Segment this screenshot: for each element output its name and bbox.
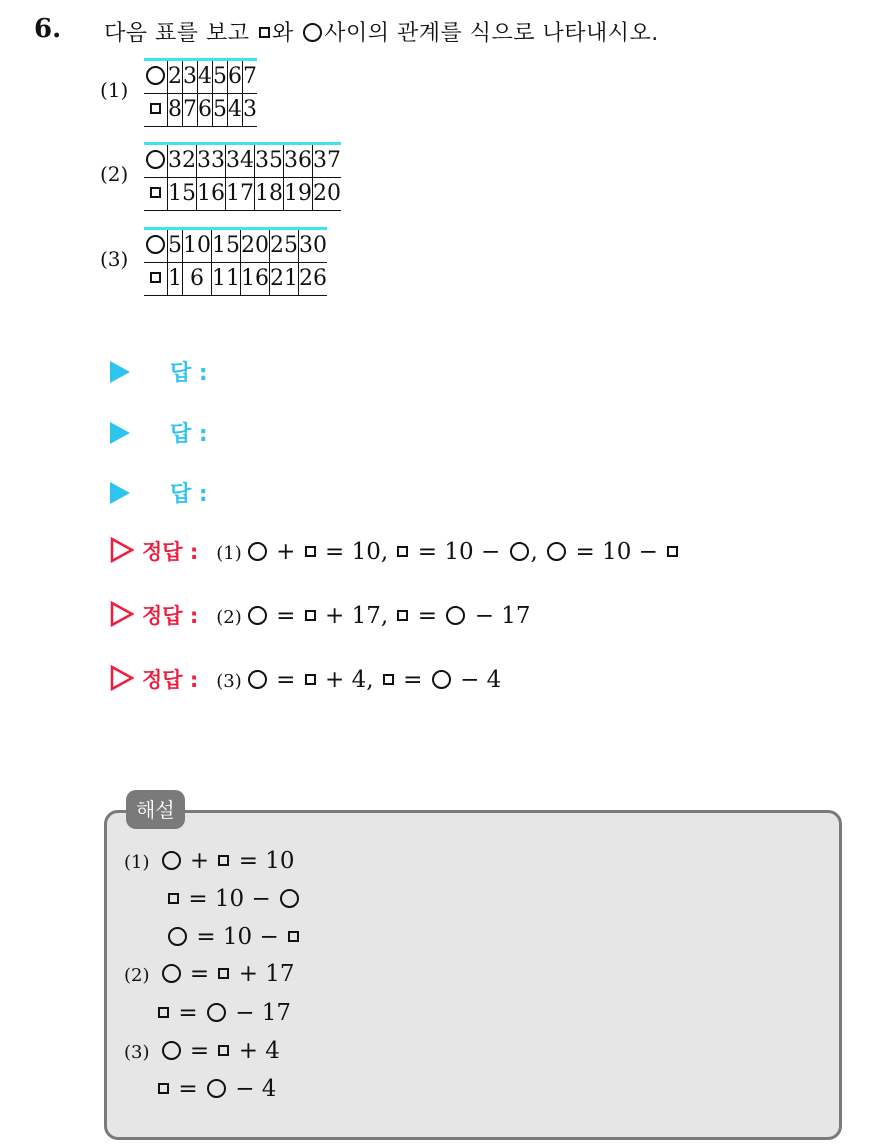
table-cell: 8 — [168, 94, 183, 127]
square-icon — [158, 1083, 169, 1094]
expr-part: − 17 — [235, 1000, 292, 1026]
explanation-tag: 해설 — [126, 790, 185, 829]
answer-label: 답 : — [170, 422, 208, 447]
solution-line-1 — [110, 536, 680, 566]
table-cell: 6 — [183, 263, 212, 296]
circle-icon — [248, 542, 267, 561]
circle-icon — [303, 23, 322, 42]
expr-part: = — [178, 1076, 198, 1102]
item-number: (2) — [216, 607, 242, 628]
table-cell: 33 — [197, 144, 226, 178]
circle-icon — [248, 670, 267, 689]
table-cell: 36 — [284, 144, 313, 178]
circle-row — [144, 60, 257, 94]
square-row — [144, 94, 257, 127]
table-cell: 7 — [243, 60, 258, 94]
table-cell: 20 — [313, 178, 342, 211]
square-icon — [259, 27, 270, 38]
value-table — [144, 227, 327, 296]
table-cell: 11 — [212, 263, 241, 296]
outline-triangle-icon — [110, 537, 134, 563]
table-cell: 26 — [299, 263, 328, 296]
answer-prompt-1 — [110, 356, 208, 387]
expr-part: + 17, — [325, 603, 389, 629]
outline-triangle-icon — [110, 601, 134, 627]
table-cell: 2 — [168, 60, 183, 94]
circle-icon — [280, 889, 299, 908]
item-number: (3) — [216, 671, 242, 692]
value-table — [144, 142, 341, 211]
question-text-mid: 와 — [272, 21, 294, 46]
expr-part: − 4 — [460, 667, 502, 693]
circle-icon — [432, 670, 451, 689]
square-icon — [150, 103, 161, 114]
expr-part: + 17 — [238, 961, 295, 987]
table-cell: 5 — [213, 94, 228, 127]
table-cell: 19 — [284, 178, 313, 211]
expr-part: = — [276, 603, 296, 629]
circle-icon — [207, 1079, 226, 1098]
table-cell: 6 — [228, 60, 243, 94]
circle-icon — [146, 66, 165, 85]
expr-part: − 17 — [474, 603, 531, 629]
question-text-after: 사이의 관계를 식으로 나타내시오. — [324, 21, 659, 46]
expr-part: + — [276, 539, 296, 565]
play-triangle-icon — [110, 361, 130, 383]
solution-label: 정답 : — [142, 540, 199, 564]
square-icon — [305, 546, 316, 557]
table-cell: 4 — [228, 94, 243, 127]
question-text-before: 다음 표를 보고 — [104, 21, 250, 46]
explanation-line — [156, 1000, 291, 1026]
circle-icon — [207, 1003, 226, 1022]
question-text — [104, 16, 659, 47]
table-cell: 25 — [270, 229, 299, 263]
expr-part: = 10, — [325, 539, 389, 565]
square-icon — [667, 546, 678, 557]
explanation-line — [124, 961, 295, 987]
table-cell: 15 — [212, 229, 241, 263]
table-label: (2) — [100, 162, 129, 186]
square-icon — [150, 272, 161, 283]
table-cell: 30 — [299, 229, 328, 263]
square-icon-cell — [144, 178, 168, 211]
circle-icon — [162, 851, 181, 870]
answer-label: 답 : — [170, 361, 208, 386]
item-number: (3) — [124, 1042, 150, 1063]
table-cell: 32 — [168, 144, 197, 178]
square-icon — [150, 187, 161, 198]
question-number: 6. — [34, 14, 62, 44]
table-cell: 15 — [168, 178, 197, 211]
play-triangle-icon — [110, 482, 130, 504]
square-icon — [397, 610, 408, 621]
circle-icon-cell — [144, 229, 168, 263]
table-cell: 3 — [243, 94, 258, 127]
square-icon-cell — [144, 263, 168, 296]
table-cell: 3 — [183, 60, 198, 94]
answer-label: 답 : — [170, 482, 208, 507]
square-row — [144, 263, 327, 296]
item-number: (1) — [124, 852, 150, 873]
circle-row — [144, 144, 341, 178]
item-number: (2) — [124, 965, 150, 986]
table-cell: 20 — [241, 229, 270, 263]
value-table — [144, 58, 257, 127]
expr-part: = — [189, 961, 210, 987]
expr-part: = 10 − — [417, 539, 501, 565]
play-triangle-icon — [110, 422, 130, 444]
table-cell: 16 — [241, 263, 270, 296]
table-cell: 6 — [198, 94, 213, 127]
expr-part: = 10 — [238, 848, 295, 874]
table-cell: 18 — [255, 178, 284, 211]
expr-part: = — [178, 1000, 198, 1026]
square-icon — [383, 674, 394, 685]
expr-part: + — [189, 848, 210, 874]
square-icon — [288, 931, 299, 942]
circle-row — [144, 229, 327, 263]
circle-icon — [547, 542, 566, 561]
solution-line-2 — [110, 600, 531, 630]
square-icon — [305, 610, 316, 621]
expr-part: = 10 − — [575, 539, 658, 565]
table-label: (1) — [100, 78, 129, 102]
circle-icon — [146, 235, 165, 254]
solution-expression — [216, 667, 501, 693]
expr-part: + 4, — [325, 667, 374, 693]
expr-part: = 10 − — [188, 886, 271, 912]
square-icon — [218, 855, 229, 866]
explanation-line — [124, 1038, 280, 1064]
expr-part: = 10 − — [196, 924, 279, 950]
solution-expression — [216, 603, 530, 629]
expr-part: = — [403, 667, 423, 693]
square-icon — [305, 674, 316, 685]
expr-part: − 4 — [235, 1076, 277, 1102]
solution-line-3 — [110, 664, 501, 694]
table-cell: 1 — [168, 263, 183, 296]
item-number: (1) — [216, 543, 242, 564]
table-cell: 4 — [198, 60, 213, 94]
circle-icon-cell — [144, 144, 168, 178]
table-cell: 7 — [183, 94, 198, 127]
square-icon — [218, 1045, 229, 1056]
explanation-line — [166, 924, 301, 950]
answer-prompt-3 — [110, 477, 208, 508]
solution-label: 정답 : — [142, 668, 199, 692]
table-cell: 34 — [226, 144, 255, 178]
table-label: (3) — [100, 247, 129, 271]
square-icon — [168, 893, 179, 904]
expr-part: = — [276, 667, 296, 693]
circle-icon — [168, 927, 187, 946]
table-cell: 37 — [313, 144, 342, 178]
circle-icon — [510, 542, 529, 561]
circle-icon — [446, 606, 465, 625]
table-cell: 10 — [183, 229, 212, 263]
explanation-line — [124, 848, 295, 874]
solution-expression — [216, 539, 680, 565]
table-cell: 5 — [168, 229, 183, 263]
explanation-line — [166, 886, 301, 912]
circle-icon — [146, 150, 165, 169]
circle-icon-cell — [144, 60, 168, 94]
circle-icon — [162, 1041, 181, 1060]
table-cell: 17 — [226, 178, 255, 211]
table-cell: 5 — [213, 60, 228, 94]
square-icon-cell — [144, 94, 168, 127]
outline-triangle-icon — [110, 665, 134, 691]
square-icon — [397, 546, 408, 557]
explanation-line — [156, 1076, 276, 1102]
table-cell: 21 — [270, 263, 299, 296]
circle-icon — [248, 606, 267, 625]
expr-part: , — [530, 539, 538, 565]
square-icon — [158, 1007, 169, 1018]
answer-prompt-2 — [110, 417, 208, 448]
solution-label: 정답 : — [142, 604, 199, 628]
expr-part: = — [189, 1038, 210, 1064]
square-row — [144, 178, 341, 211]
square-icon — [218, 968, 229, 979]
expr-part: + 4 — [238, 1038, 280, 1064]
expr-part: = — [417, 603, 438, 629]
table-cell: 16 — [197, 178, 226, 211]
table-cell: 35 — [255, 144, 284, 178]
circle-icon — [162, 964, 181, 983]
